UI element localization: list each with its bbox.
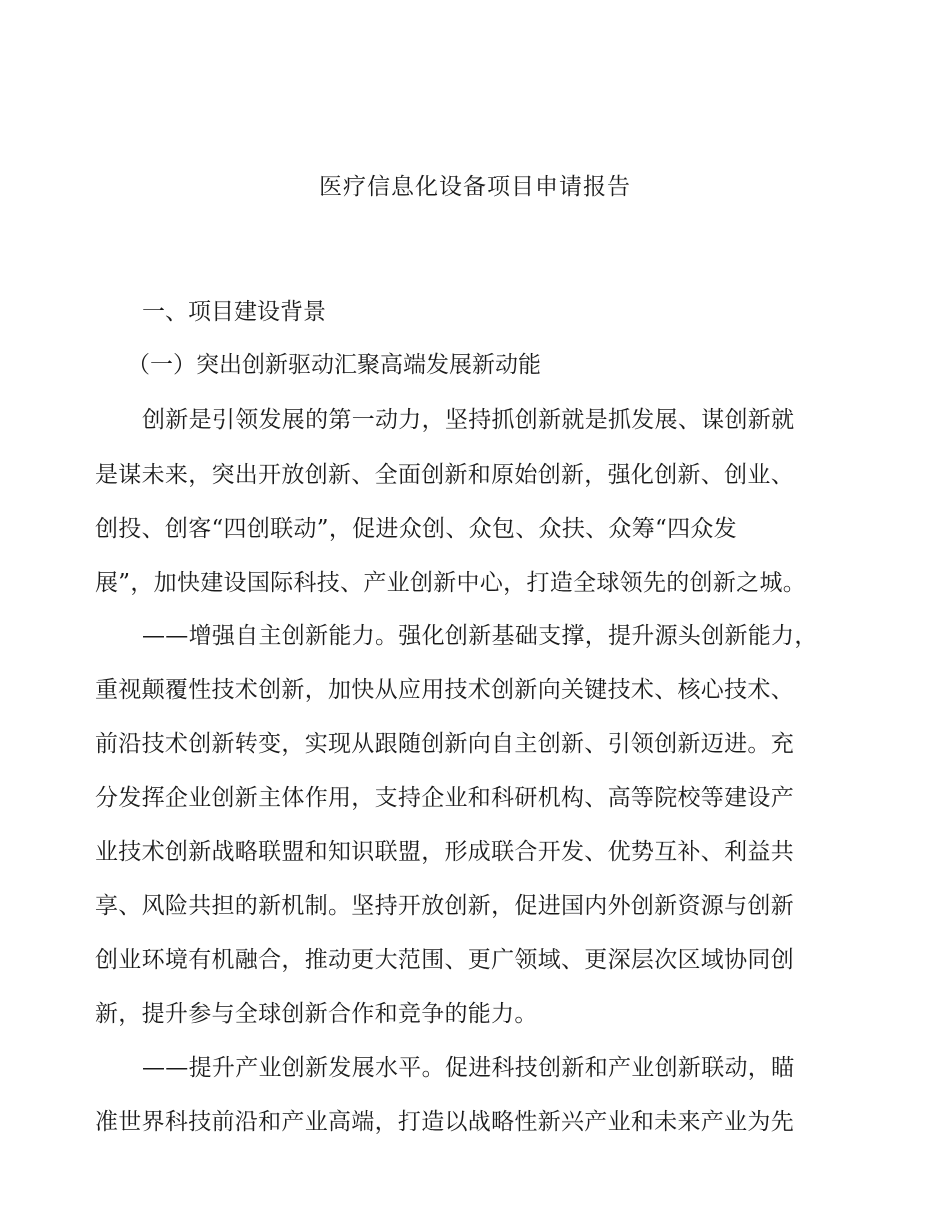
- paragraph-line: 准世界科技前沿和产业高端，打造以战略性新兴产业和未来产业为先: [95, 1109, 794, 1135]
- paragraph-line: 业技术创新战略联盟和知识联盟，形成联合开发、优势互补、利益共: [95, 839, 794, 865]
- paragraph-line: 享、风险共担的新机制。坚持开放创新，促进国内外创新资源与创新: [95, 893, 794, 919]
- paragraph-line: 创投、创客“四创联动”，促进众创、众包、众扶、众筹“四众发: [95, 516, 737, 542]
- paragraph-line: 前沿技术创新转变，实现从跟随创新向自主创新、引领创新迈进。充: [95, 731, 794, 757]
- section-heading: 一、项目建设背景: [142, 299, 326, 325]
- paragraph-line: 展”，加快建设国际科技、产业创新中心，打造全球领先的创新之城。: [95, 570, 807, 596]
- paragraph-line: 创新是引领发展的第一动力，坚持抓创新就是抓发展、谋创新就: [142, 407, 795, 433]
- document-title: 医疗信息化设备项目申请报告: [319, 174, 631, 200]
- subsection-heading: （一）突出创新驱动汇聚高端发展新动能: [127, 352, 541, 378]
- paragraph-line: 是谋未来，突出开放创新、全面创新和原始创新，强化创新、创业、: [95, 462, 794, 488]
- paragraph-line: 新，提升参与全球创新合作和竞争的能力。: [95, 1001, 538, 1027]
- paragraph-line: 重视颠覆性技术创新，加快从应用技术创新向关键技术、核心技术、: [95, 677, 794, 703]
- paragraph-line: 创业环境有机融合，推动更大范围、更广领域、更深层次区域协同创: [95, 947, 794, 973]
- paragraph-line: 分发挥企业创新主体作用，支持企业和科研机构、高等院校等建设产: [95, 785, 794, 811]
- paragraph-line: ——提升产业创新发展水平。促进科技创新和产业创新联动，瞄: [142, 1055, 795, 1081]
- paragraph-line: ——增强自主创新能力。强化创新基础支撑，提升源头创新能力，: [142, 623, 818, 649]
